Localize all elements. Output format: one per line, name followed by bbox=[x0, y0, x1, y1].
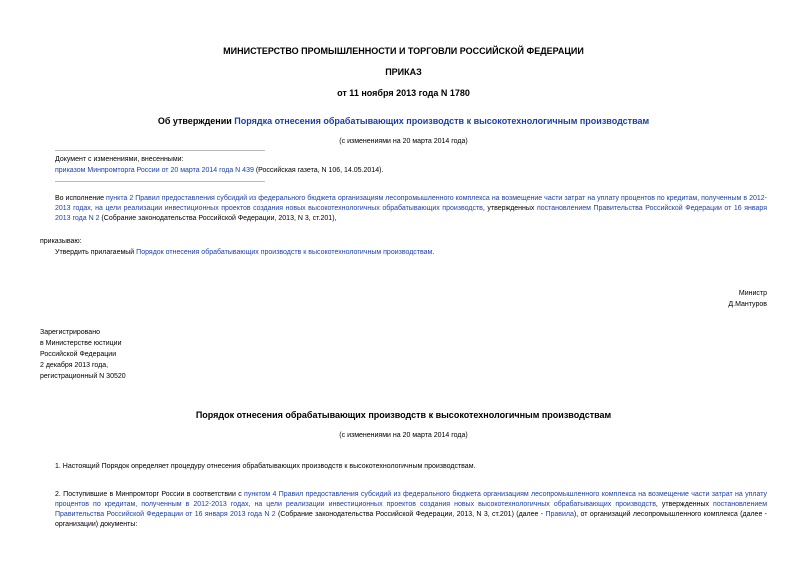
registration-line-5: регистрационный N 30520 bbox=[40, 373, 126, 380]
order-label: приказываю: bbox=[40, 238, 82, 245]
p2-mid2: (Собрание законодательства Российской Федерации, 2013, N 3, ст.201) (далее - bbox=[275, 511, 546, 518]
registration-line-4: 2 декабря 2013 года, bbox=[40, 362, 109, 369]
preamble-mid: , утвержденных bbox=[482, 205, 537, 212]
preamble-link-resolution[interactable]: постановлением Правительства Российской Федерации от 16 января 2013 года N 2 bbox=[55, 205, 768, 222]
signature-name: Д.Мантуров bbox=[728, 301, 767, 308]
preamble-start: Во исполнение bbox=[55, 195, 107, 202]
date-number-heading: от 11 ноября 2013 года N 1780 bbox=[337, 88, 470, 98]
annex-paragraph-2 bbox=[55, 490, 767, 530]
amendment-bottom-divider bbox=[55, 181, 265, 182]
preamble-end: (Собрание законодательства Российской Федерации, 2013, N 3, ст.201), bbox=[99, 215, 337, 222]
doc-type-heading: ПРИКАЗ bbox=[385, 67, 422, 77]
approve-prefix: Утвердить прилагаемый bbox=[55, 249, 137, 256]
amendment-link[interactable]: приказом Минпромторга России от 20 марта 2014 года N 439 bbox=[55, 167, 254, 174]
annex-paragraph-1: 1. Настоящий Порядок определяет процедуру отнесения обрабатывающих производств к высокотехнологичным производствам. bbox=[55, 463, 476, 470]
p2-link-resolution[interactable]: постановлением Правительства Российской Федерации от 16 января 2013 года N 2 bbox=[55, 501, 768, 518]
changes-note: (с изменениями на 20 марта 2014 года) bbox=[339, 138, 468, 145]
p2-end: ), от организаций лесопромышленного комплекса (далее - организации) документы: bbox=[55, 511, 768, 528]
preamble-link-rules[interactable]: пункта 2 Правил предоставления субсидий из федерального бюджета организациям лесопромышленного комплекса на возмещение части затрат на уплату процентов по кредитам, полученным в 2012-2013 годах, на цели реализации инвестиционных проектов создания новых высокотехнологичных обрабатывающих производств bbox=[55, 195, 767, 212]
annex-title: Порядок отнесения обрабатывающих производств к высокотехнологичным производствам bbox=[195, 410, 612, 420]
amendment-intro: Документ с изменениями, внесенными: bbox=[55, 156, 184, 163]
p2-start: 2. Поступившие в Минпромторг России в соответствии с bbox=[55, 491, 245, 498]
registration-line-3: Российской Федерации bbox=[40, 351, 117, 358]
p2-link-rules-point[interactable]: пунктом 4 Правил предоставления субсидий из федерального бюджета организациям лесопромышленного комплекса на возмещение части затрат на уплату процентов по кредитам, полученным в 2012-2013 годах, на цели реализации инвестиционных проектов создания новых высокотехнологичных обрабатывающих производств bbox=[55, 491, 767, 508]
amendment-line bbox=[55, 166, 383, 176]
order-title-link[interactable]: Порядка отнесения обрабатывающих производств к высокотехнологичным производствам bbox=[234, 116, 650, 126]
p2-mid: , утвержденных bbox=[655, 501, 714, 508]
approve-line bbox=[55, 248, 434, 258]
amendment-top-divider bbox=[55, 150, 265, 151]
annex-changes-note: (с изменениями на 20 марта 2014 года) bbox=[339, 432, 468, 439]
p2-link-rules[interactable]: Правила bbox=[545, 511, 574, 518]
signature-position: Министр bbox=[738, 290, 767, 297]
approve-link[interactable]: Порядок отнесения обрабатывающих производств к высокотехнологичным производствам bbox=[136, 249, 433, 256]
preamble-paragraph bbox=[55, 194, 767, 224]
registration-line-1: Зарегистрировано bbox=[40, 329, 100, 336]
registration-line-2: в Министерстве юстиции bbox=[40, 340, 122, 347]
order-title-prefix: Об утверждении bbox=[157, 116, 235, 126]
amendment-rest: (Российская газета, N 106, 14.05.2014). bbox=[253, 167, 384, 174]
order-title bbox=[0, 116, 807, 126]
ministry-heading: МИНИСТЕРСТВО ПРОМЫШЛЕННОСТИ И ТОРГОВЛИ РОССИЙСКОЙ ФЕДЕРАЦИИ bbox=[223, 46, 584, 56]
approve-suffix: . bbox=[432, 249, 435, 256]
